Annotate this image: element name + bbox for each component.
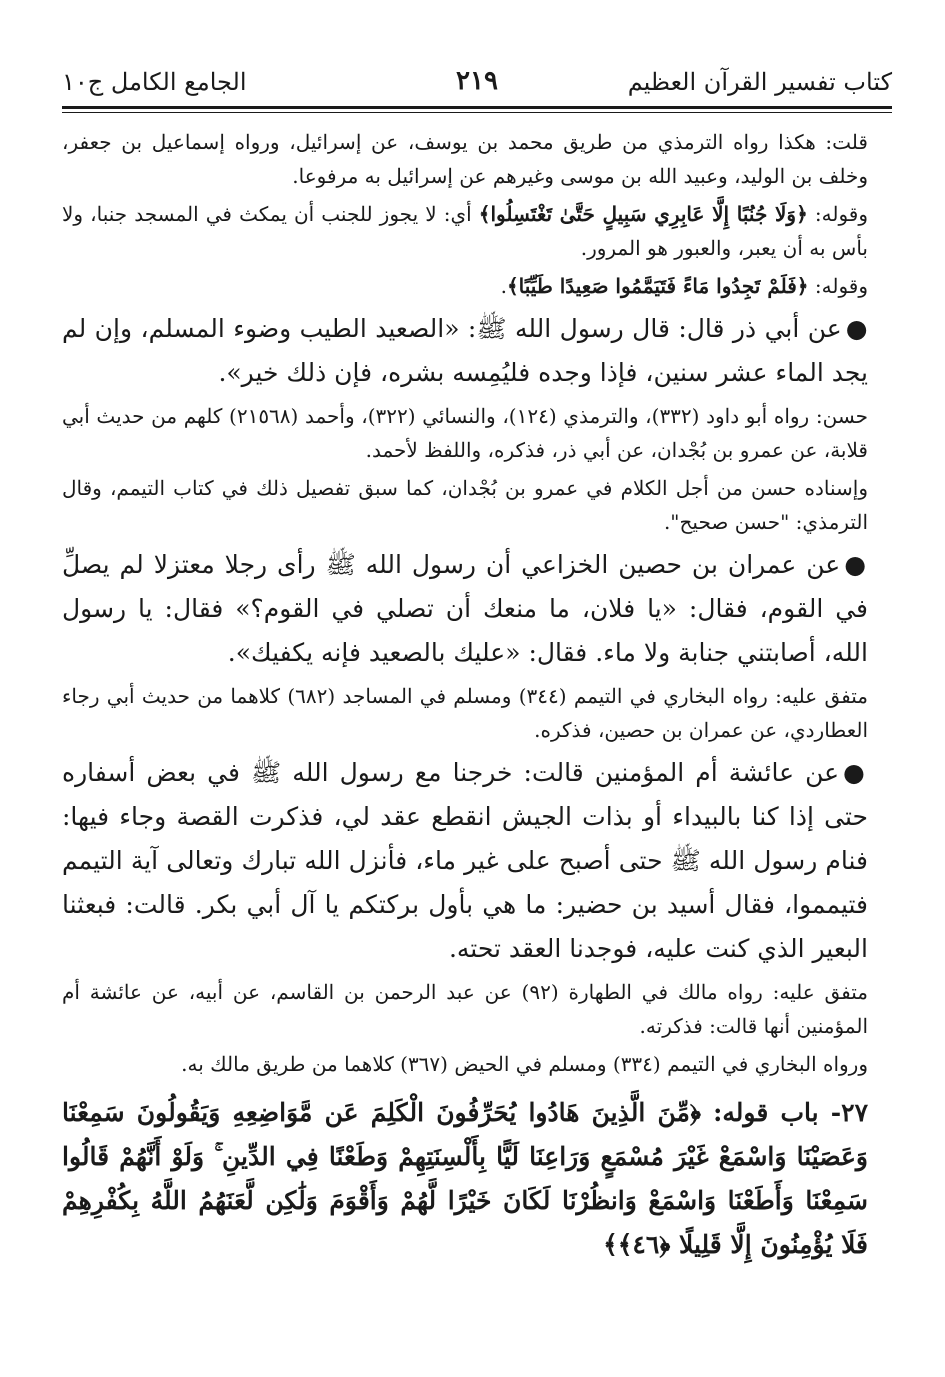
takhrij-note: متفق عليه: رواه مالك في الطهارة (٩٢) عن عبد الرحمن بن القاسم، عن أبيه، عن عائشة أم المؤمنين أنها قالت: فذكرته. — [62, 980, 869, 1038]
commentary-intro: وقوله: — [808, 274, 868, 298]
commentary-text: أي: لا يجوز للجنب أن يمكث في المسجد جنبا، ولا بأس به أن يعبر، والعبور هو المرور. — [62, 202, 868, 260]
takhrij-note: حسن: رواه أبو داود (٣٣٢)، والترمذي (١٢٤)، والنسائي (٣٢٢)، وأحمد (٢١٥٦٨) كلهم من حديث أبي قلابة، عن عمرو بن بُجْدان، عن أبي ذر، فذكره، واللفظ لأحمد. — [62, 404, 869, 462]
hadith-text: عن أبي ذر قال: قال رسول الله ﷺ: «الصعيد الطيب وضوء المسلم، وإن لم يجد الماء عشر سنين، فإذا وجده فليُمِسه بشره، فإن ذلك خير». — [62, 314, 868, 387]
volume-title: الجامع الكامل ج١٠ — [62, 68, 247, 96]
commentary-text: . — [500, 274, 507, 298]
page-header — [62, 60, 892, 106]
hadith-paragraph — [62, 543, 892, 675]
takhrij-note: ورواه البخاري في التيمم (٣٣٤) ومسلم في الحيض (٣٦٧) كلاهما من طريق مالك به. — [181, 1052, 868, 1076]
takhrij-note: متفق عليه: رواه البخاري في التيمم (٣٤٤) ومسلم في المساجد (٦٨٢) كلاهما من حديث أبي رجاء العطاردي، عن عمران بن حصين، فذكره. — [62, 684, 868, 742]
commentary-paragraph — [62, 197, 892, 265]
bullet-icon: ● — [844, 550, 868, 579]
hadith-paragraph — [62, 307, 892, 395]
page-number: ٢١٩ — [456, 66, 498, 96]
chapter-heading — [62, 1091, 892, 1267]
quran-quote: ﴿فَلَمْ تَجِدُوا مَاءً فَتَيَمَّمُوا صَعِيدًا طَيِّبًا﴾ — [506, 274, 809, 298]
page — [62, 60, 892, 1267]
note-paragraph: قلت: هكذا رواه الترمذي من طريق محمد بن يوسف، عن إسرائيل، ورواه إسماعيل بن جعفر، وخلف بن الوليد، وعبيد الله بن موسى وغيرهم عن إسرائيل به مرفوعا. — [62, 130, 868, 188]
page-body — [62, 125, 892, 1267]
commentary-intro: وقوله: — [807, 202, 869, 226]
takhrij-note: وإسناده حسن من أجل الكلام في عمرو بن بُجْدان، كما سبق تفصيل ذلك في كتاب التيمم، وقال الترمذي: "حسن صحيح". — [62, 476, 868, 534]
bullet-icon: ● — [843, 758, 868, 787]
hadith-paragraph — [62, 751, 892, 971]
bullet-icon: ● — [845, 314, 868, 343]
header-rule-thin — [62, 112, 892, 113]
chapter-title: ٢٧- باب قوله: — [700, 1098, 868, 1127]
quran-verse: ﴿مِّنَ الَّذِينَ هَادُوا يُحَرِّفُونَ الْكَلِمَ عَن مَّوَاضِعِهِ وَيَقُولُونَ سَمِعْنَا وَعَصَيْنَا وَاسْمَعْ غَيْرَ مُسْمَعٍ وَرَاعِنَا لَيًّا بِأَلْسِنَتِهِمْ وَطَعْنًا فِي الدِّينِ ۚ وَلَوْ أَنَّهُمْ قَالُوا سَمِعْنَا وَأَطَعْنَا وَاسْمَعْ وَانظُرْنَا لَكَانَ خَيْرًا لَّهُمْ وَأَقْوَمَ وَلَٰكِن لَّعَنَهُمُ اللَّهُ بِكُفْرِهِمْ فَلَا يُؤْمِنُونَ إِلَّا قَلِيلًا ﴿٤٦﴾﴾ — [62, 1098, 868, 1259]
header-rule-thick — [62, 106, 892, 109]
commentary-paragraph — [62, 269, 892, 303]
hadith-text: عن عمران بن حصين الخزاعي أن رسول الله ﷺ رأى رجلا معتزلا لم يصلِّ في القوم، فقال: «يا فلان، ما منعك أن تصلي في القوم؟» فقال: يا رسول الله، أصابتني جنابة ولا ماء. فقال: «عليك بالصعيد فإنه يكفيك». — [62, 550, 869, 667]
hadith-text: عن عائشة أم المؤمنين قالت: خرجنا مع رسول الله ﷺ في بعض أسفاره حتى إذا كنا بالبيداء أو بذات الجيش انقطع عقد لي، فذكرت القصة وجاء فيها: فنام رسول الله ﷺ حتى أصبح على غير ماء، فأنزل الله تبارك وتعالى آية التيمم فتيمموا، فقال أسيد بن حضير: ما هي بأول بركتكم يا آل أبي بكر. قالت: فبعثنا البعير الذي كنت عليه، فوجدنا العقد تحته. — [62, 758, 868, 963]
book-title: كتاب تفسير القرآن العظيم — [627, 68, 892, 96]
quran-quote: ﴿وَلَا جُنُبًا إِلَّا عَابِرِي سَبِيلٍ حَتَّىٰ تَغْتَسِلُوا﴾ — [478, 202, 808, 226]
